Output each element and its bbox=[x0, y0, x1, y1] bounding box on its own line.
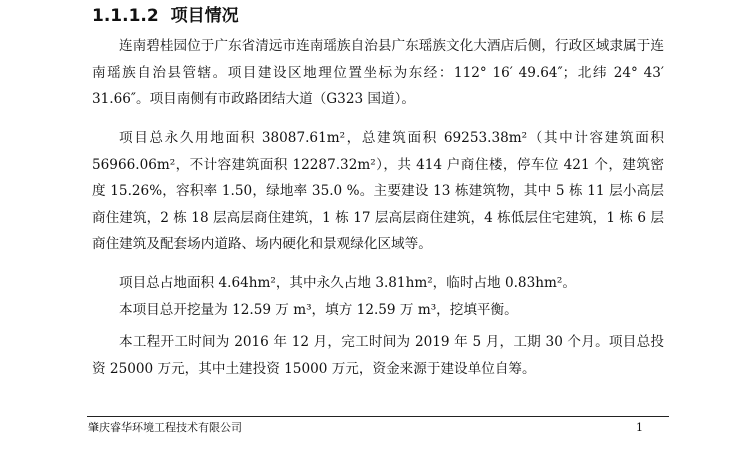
section-title: 项目情况 bbox=[170, 6, 239, 26]
paragraph-land-and-buildings: 项目总永久用地面积 38087.61m²，总建筑面积 69253.38m²（其中计容建筑面积 56966.06m²，不计容建筑面积 12287.32m²），共 414 户商住楼，停车位 421 个，建筑密度 15.26%，容积率 1.50，绿地率 35.0 %。主要建设 13 栋建筑物，其中 5 栋 11 层小高层商住建筑，2 栋 18 层高层商住建筑，1 栋 17 层高层商住建筑，4 栋低层住宅建筑，1 栋 6 层商住建筑及配套场内道路、场内硬化和景观绿化区域等。 bbox=[92, 130, 664, 252]
footer-page-number: 1 bbox=[636, 421, 643, 434]
paragraph-land-area: 项目总占地面积 4.64hm²，其中永久占地 3.81hm²，临时占地 0.83hm²。 bbox=[119, 275, 576, 291]
paragraph-earthwork: 本项目总开挖量为 12.59 万 m³，填方 12.59 万 m³，挖填平衡。 bbox=[119, 302, 518, 318]
section-number: 1.1.1.2 bbox=[92, 6, 159, 26]
footer-divider bbox=[87, 416, 669, 417]
footer-company-name: 肇庆睿华环境工程技术有限公司 bbox=[88, 421, 242, 434]
paragraph-location: 连南碧桂园位于广东省清远市连南瑶族自治县广东瑶族文化大酒店后侧，行政区域隶属于连南瑶族自治县管辖。项目建设区地理位置坐标为东经：112° 16′ 49.64″；北纬 24° 43′ 31.66″。项目南侧有市政路团结大道（G323 国道）。 bbox=[92, 38, 664, 107]
section-heading bbox=[92, 5, 239, 27]
paragraph-schedule-investment: 本工程开工时间为 2016 年 12 月，完工时间为 2019 年 5 月，工期 30 个月。项目总投资 25000 万元，其中土建投资 15000 万元，资金来源于建设单位自筹。 bbox=[92, 334, 664, 377]
